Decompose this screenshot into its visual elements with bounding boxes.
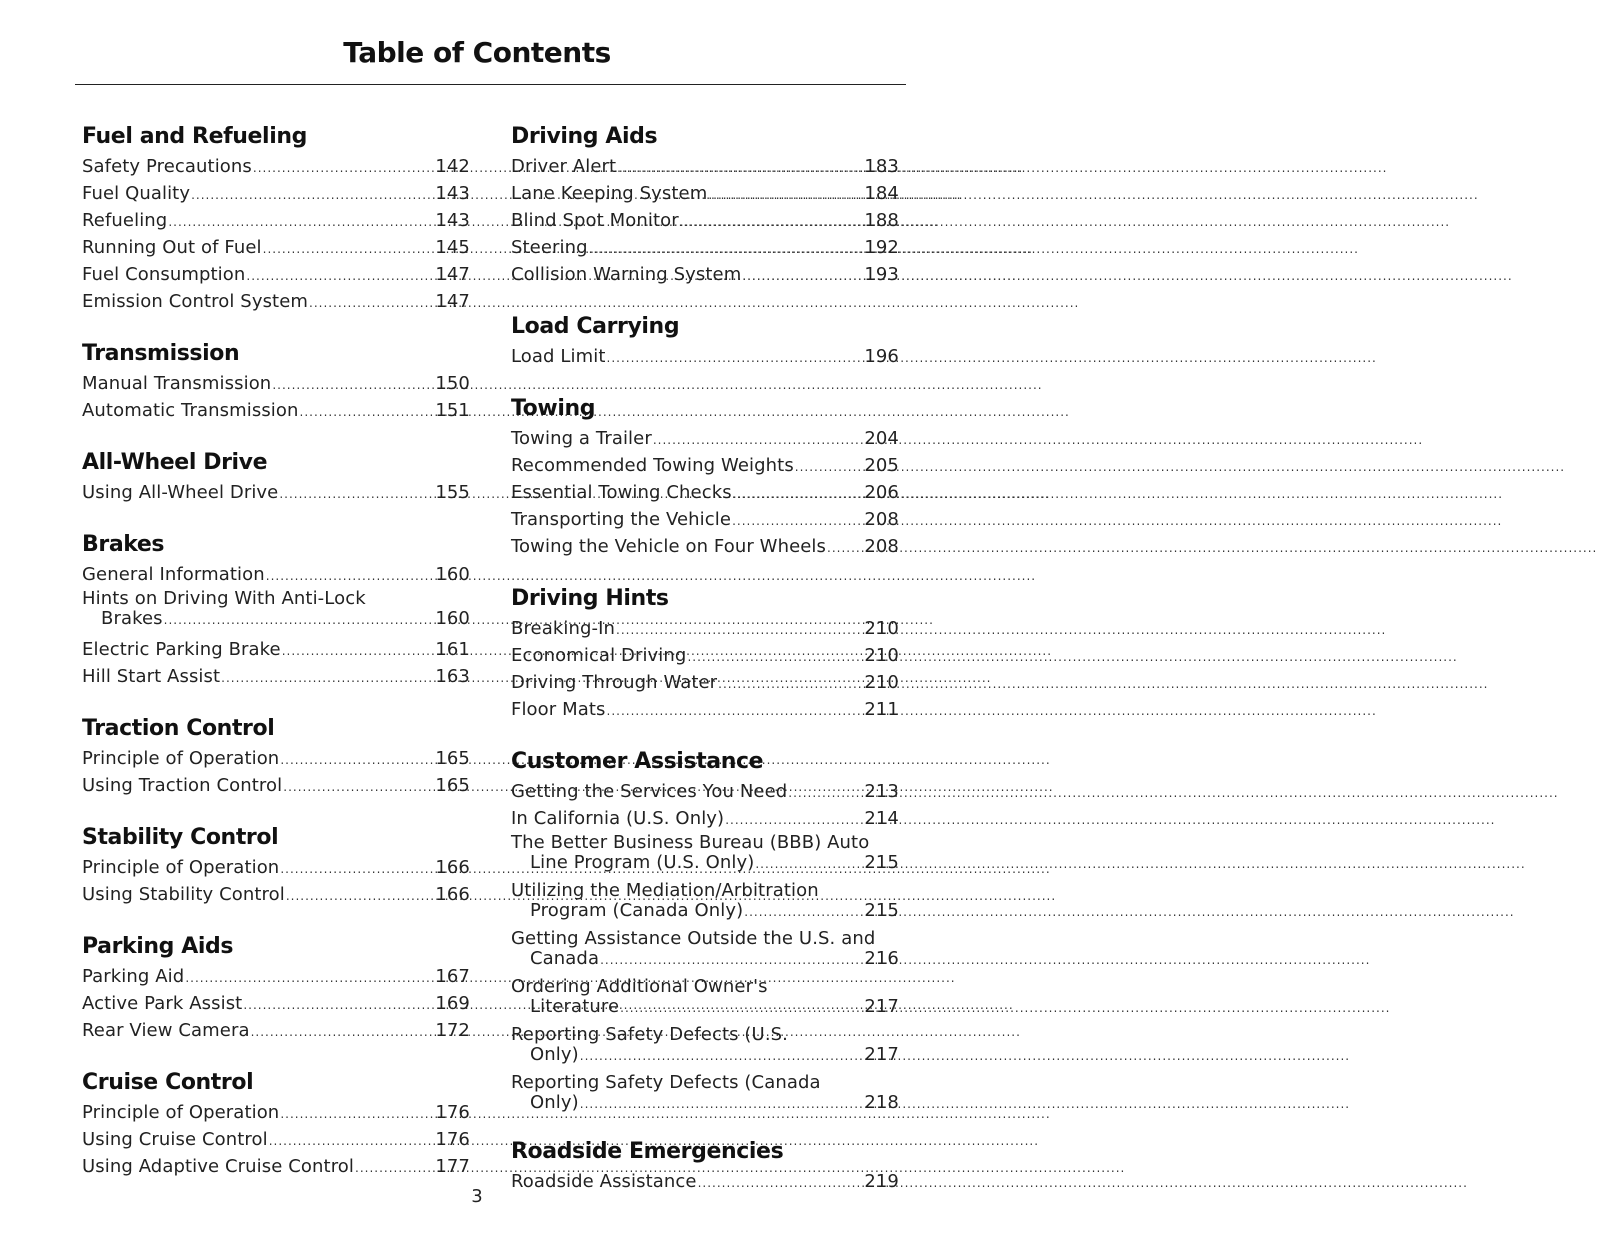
toc-entry-essential-towing-checks[interactable] <box>511 480 899 507</box>
toc-entry-breaking-in[interactable] <box>511 616 899 643</box>
entry-page-number: 145 <box>435 237 470 258</box>
dot-leader <box>243 992 434 1018</box>
dot-leader <box>616 617 863 643</box>
entry-page-number: 188 <box>864 210 899 231</box>
dot-leader <box>687 644 863 670</box>
entry-page-number: 165 <box>435 775 470 796</box>
entry-page-number: 160 <box>435 564 470 585</box>
toc-right-column <box>511 122 899 1219</box>
entry-page-number: 147 <box>435 264 470 285</box>
page-number: 3 <box>471 1186 483 1207</box>
page-title: Table of Contents <box>343 36 611 69</box>
entry-label: Using Adaptive Cruise Control <box>82 1156 355 1177</box>
entry-label: Towing the Vehicle on Four Wheels <box>511 536 827 557</box>
toc-entry-emission-control-system[interactable] <box>82 289 470 316</box>
entry-page-number: 205 <box>864 455 899 476</box>
entry-label: Blind Spot Monitor <box>511 210 679 231</box>
entry-page-number: 172 <box>435 1020 470 1041</box>
entry-page-number: 163 <box>435 666 470 687</box>
entry-page-number: 217 <box>864 996 899 1017</box>
entry-page-number: 167 <box>435 966 470 987</box>
entry-label: Load Limit <box>511 346 606 367</box>
toc-entry-getting-the-services-you-need[interactable] <box>511 779 899 806</box>
dot-leader <box>300 399 435 425</box>
toc-entry-hill-start-assist[interactable] <box>82 664 470 691</box>
entry-page-number: 169 <box>435 993 470 1014</box>
toc-entry-general-information[interactable] <box>82 562 470 589</box>
entry-label-continued: Only) <box>530 1092 579 1113</box>
entry-label: Active Park Assist <box>82 993 243 1014</box>
entry-label: Roadside Assistance <box>511 1171 697 1192</box>
toc-section-driving-hints <box>511 584 899 724</box>
dot-leader <box>607 698 864 724</box>
entry-page-number: 216 <box>864 948 899 969</box>
dot-leader <box>269 1128 435 1154</box>
dot-leader <box>795 454 864 480</box>
entry-label: Breaking-In <box>511 618 616 639</box>
dot-leader <box>309 290 434 316</box>
toc-entry-principle-of-operation[interactable] <box>82 746 470 773</box>
dot-leader <box>282 638 435 664</box>
dot-leader <box>600 950 863 970</box>
entry-page-number: 206 <box>864 482 899 503</box>
entry-label-continued: Literature <box>530 996 620 1017</box>
entry-page-number: 142 <box>435 156 470 177</box>
toc-entry-fuel-consumption[interactable] <box>82 262 470 289</box>
toc-entry-electric-parking-brake[interactable] <box>82 637 470 664</box>
entry-label: Getting the Services You Need <box>511 781 788 802</box>
toc-entry-hints-on-driving-with-anti-lock-brakes[interactable] <box>82 589 470 630</box>
entry-continuation <box>511 853 899 874</box>
toc-entry-transporting-the-vehicle[interactable] <box>511 507 899 534</box>
section-title: Customer Assistance <box>511 749 764 774</box>
entry-label: Driving Through Water <box>511 672 718 693</box>
entry-page-number: 177 <box>435 1156 470 1177</box>
toc-entry-in-california-u-s-only[interactable] <box>511 806 899 833</box>
entry-page-number: 161 <box>435 639 470 660</box>
toc-entry-steering[interactable] <box>511 235 899 262</box>
toc-section-all-wheel-drive <box>82 448 470 507</box>
section-title: Parking Aids <box>82 934 234 959</box>
toc-entry-parking-aid[interactable] <box>82 964 470 991</box>
entry-page-number: 193 <box>864 264 899 285</box>
entry-label: Steering <box>511 237 588 258</box>
toc-entry-load-limit[interactable] <box>511 344 899 371</box>
toc-entry-reporting-safety-defects-canada-only[interactable] <box>511 1073 899 1114</box>
entry-page-number: 176 <box>435 1102 470 1123</box>
entry-page-number: 204 <box>864 428 899 449</box>
entry-page-number: 208 <box>864 536 899 557</box>
toc-entry-fuel-quality[interactable] <box>82 181 470 208</box>
entry-label: Reporting Safety Defects (Canada <box>511 1072 821 1093</box>
entry-label: Collision Warning System <box>511 264 742 285</box>
entry-label: Rear View Camera <box>82 1020 250 1041</box>
entry-page-number: 150 <box>435 373 470 394</box>
dot-leader <box>580 1094 864 1114</box>
toc-entry-towing-a-trailer[interactable] <box>511 426 899 453</box>
toc-entry-using-adaptive-cruise-control[interactable] <box>82 1154 470 1181</box>
entry-label: Ordering Additional Owner's <box>511 976 768 997</box>
dot-leader <box>788 780 863 806</box>
toc-entry-manual-transmission[interactable] <box>82 371 470 398</box>
entry-label-continued: Canada <box>530 948 600 969</box>
entry-continuation <box>511 1045 899 1066</box>
entry-label: Recommended Towing Weights <box>511 455 794 476</box>
entry-label: Driver Alert <box>511 156 617 177</box>
entry-continuation <box>511 997 899 1018</box>
toc-section-stability-control <box>82 823 470 909</box>
entry-page-number: 143 <box>435 210 470 231</box>
dot-leader <box>827 535 863 561</box>
entry-label: Fuel Consumption <box>82 264 246 285</box>
entry-label: Emission Control System <box>82 291 309 312</box>
entry-label: General Information <box>82 564 265 585</box>
entry-label: Principle of Operation <box>82 1102 280 1123</box>
entry-page-number: 143 <box>435 183 470 204</box>
entry-label: In California (U.S. Only) <box>511 808 725 829</box>
section-title: Traction Control <box>82 716 275 741</box>
toc-section-driving-aids <box>511 122 899 289</box>
section-title: Transmission <box>82 341 240 366</box>
toc-entry-economical-driving[interactable] <box>511 643 899 670</box>
toc-section-cruise-control <box>82 1068 470 1181</box>
section-title: Driving Aids <box>511 124 658 149</box>
toc-entry-lane-keeping-system[interactable] <box>511 181 899 208</box>
title-divider <box>75 84 906 85</box>
toc-entry-towing-the-vehicle-on-four-wheels[interactable] <box>511 534 899 561</box>
entry-page-number: 211 <box>864 699 899 720</box>
dot-leader <box>607 345 864 371</box>
entry-label: Hill Start Assist <box>82 666 221 687</box>
toc-section-customer-assistance <box>511 747 899 1114</box>
entry-continuation <box>82 609 470 630</box>
entry-label-continued: Brakes <box>101 608 163 629</box>
entry-label: Floor Mats <box>511 699 606 720</box>
dot-leader <box>718 671 863 697</box>
entry-page-number: 213 <box>864 781 899 802</box>
entry-page-number: 208 <box>864 509 899 530</box>
dot-leader <box>263 236 435 262</box>
entry-page-number: 192 <box>864 237 899 258</box>
entry-page-number: 176 <box>435 1129 470 1150</box>
entry-label: Principle of Operation <box>82 857 280 878</box>
entry-label: Automatic Transmission <box>82 400 299 421</box>
dot-leader <box>280 747 434 773</box>
entry-label-continued: Line Program (U.S. Only) <box>530 852 755 873</box>
dot-leader <box>355 1155 434 1181</box>
entry-label: Using Stability Control <box>82 884 285 905</box>
entry-label: Lane Keeping System <box>511 183 708 204</box>
toc-entry-principle-of-operation[interactable] <box>82 855 470 882</box>
entry-page-number: 166 <box>435 884 470 905</box>
entry-label: Refueling <box>82 210 168 231</box>
dot-leader <box>755 854 863 874</box>
dot-leader <box>589 236 864 262</box>
toc-entry-driving-through-water[interactable] <box>511 670 899 697</box>
section-title: Towing <box>511 396 596 421</box>
entry-label: Principle of Operation <box>82 748 280 769</box>
toc-entry-floor-mats[interactable] <box>511 697 899 724</box>
entry-page-number: 160 <box>435 608 470 629</box>
dot-leader <box>246 263 434 289</box>
entry-page-number: 155 <box>435 482 470 503</box>
toc-section-towing <box>511 394 899 561</box>
section-title: Load Carrying <box>511 314 680 339</box>
entry-label: Using All-Wheel Drive <box>82 482 279 503</box>
entry-page-number: 151 <box>435 400 470 421</box>
dot-leader <box>744 902 863 922</box>
dot-leader <box>191 182 434 208</box>
toc-entry-blind-spot-monitor[interactable] <box>511 208 899 235</box>
dot-leader <box>286 883 434 909</box>
dot-leader <box>251 1019 435 1045</box>
entry-continuation <box>511 1093 899 1114</box>
entry-label: Using Cruise Control <box>82 1129 268 1150</box>
toc-entry-collision-warning-system[interactable] <box>511 262 899 289</box>
toc-entry-refueling[interactable] <box>82 208 470 235</box>
entry-label: Towing a Trailer <box>511 428 652 449</box>
toc-entry-getting-assistance-outside-the-u-s-and-canada[interactable] <box>511 929 899 970</box>
dot-leader <box>653 427 863 453</box>
entry-page-number: 210 <box>864 672 899 693</box>
section-title: Stability Control <box>82 825 279 850</box>
toc-entry-active-park-assist[interactable] <box>82 991 470 1018</box>
toc-entry-running-out-of-fuel[interactable] <box>82 235 470 262</box>
entry-label: Fuel Quality <box>82 183 191 204</box>
entry-label: Parking Aid <box>82 966 185 987</box>
toc-entry-driver-alert[interactable] <box>511 154 899 181</box>
toc-entry-using-cruise-control[interactable] <box>82 1127 470 1154</box>
dot-leader <box>742 263 863 289</box>
toc-entry-the-better-business-bureau-bbb-auto-line-program-u-s-only[interactable] <box>511 833 899 874</box>
toc-entry-reporting-safety-defects-u-s-only[interactable] <box>511 1025 899 1066</box>
dot-leader <box>617 155 863 181</box>
entry-label: Getting Assistance Outside the U.S. and <box>511 928 876 949</box>
entry-label-continued: Only) <box>530 1044 579 1065</box>
dot-leader <box>164 610 435 630</box>
entry-page-number: 210 <box>864 645 899 666</box>
section-title: Driving Hints <box>511 586 669 611</box>
entry-label: Using Traction Control <box>82 775 283 796</box>
dot-leader <box>580 1046 864 1066</box>
entry-page-number: 210 <box>864 618 899 639</box>
entry-label: Economical Driving <box>511 645 687 666</box>
entry-page-number: 219 <box>864 1171 899 1192</box>
dot-leader <box>168 209 434 235</box>
dot-leader <box>280 1101 434 1127</box>
dot-leader <box>283 774 434 800</box>
dot-leader <box>733 481 864 507</box>
entry-label: Running Out of Fuel <box>82 237 262 258</box>
toc-entry-automatic-transmission[interactable] <box>82 398 470 425</box>
dot-leader <box>280 856 434 882</box>
entry-label: The Better Business Bureau (BBB) Auto <box>511 832 870 853</box>
entry-label: Reporting Safety Defects (U.S. <box>511 1024 788 1045</box>
entry-page-number: 165 <box>435 748 470 769</box>
entry-page-number: 214 <box>864 808 899 829</box>
entry-page-number: 183 <box>864 156 899 177</box>
entry-label: Electric Parking Brake <box>82 639 281 660</box>
entry-page-number: 215 <box>864 900 899 921</box>
toc-section-brakes <box>82 530 470 691</box>
toc-entry-recommended-towing-weights[interactable] <box>511 453 899 480</box>
entry-label: Manual Transmission <box>82 373 272 394</box>
dot-leader <box>221 665 434 691</box>
entry-label: Transporting the Vehicle <box>511 509 732 530</box>
entry-continuation <box>511 949 899 970</box>
entry-page-number: 184 <box>864 183 899 204</box>
dot-leader <box>185 965 434 991</box>
dot-leader <box>272 372 434 398</box>
section-title: All-Wheel Drive <box>82 450 268 475</box>
entry-page-number: 218 <box>864 1092 899 1113</box>
dot-leader <box>732 508 863 534</box>
entry-continuation <box>511 901 899 922</box>
entry-page-number: 217 <box>864 1044 899 1065</box>
entry-label: Utilizing the Mediation/Arbitration <box>511 880 819 901</box>
toc-entry-safety-precautions[interactable] <box>82 154 470 181</box>
toc-section-fuel-and-refueling <box>82 122 470 316</box>
toc-section-traction-control <box>82 714 470 800</box>
entry-page-number: 147 <box>435 291 470 312</box>
dot-leader <box>266 563 435 589</box>
entry-page-number: 196 <box>864 346 899 367</box>
toc-entry-using-traction-control[interactable] <box>82 773 470 800</box>
dot-leader <box>680 209 864 235</box>
entry-label: Hints on Driving With Anti-Lock <box>82 588 366 609</box>
dot-leader <box>279 481 434 507</box>
entry-label: Safety Precautions <box>82 156 252 177</box>
section-title: Fuel and Refueling <box>82 124 307 149</box>
entry-page-number: 215 <box>864 852 899 873</box>
dot-leader <box>620 998 863 1018</box>
toc-entry-ordering-additional-owner-s-literature[interactable] <box>511 977 899 1018</box>
toc-section-load-carrying <box>511 312 899 371</box>
entry-label: Essential Towing Checks <box>511 482 732 503</box>
toc-entry-rear-view-camera[interactable] <box>82 1018 470 1045</box>
dot-leader <box>708 182 863 208</box>
toc-entry-using-all-wheel-drive[interactable] <box>82 480 470 507</box>
toc-section-transmission <box>82 339 470 425</box>
toc-entry-utilizing-the-mediation-arbitration-program-canada-only[interactable] <box>511 881 899 922</box>
section-title: Brakes <box>82 532 165 557</box>
toc-entry-principle-of-operation[interactable] <box>82 1100 470 1127</box>
toc-section-parking-aids <box>82 932 470 1045</box>
toc-entry-using-stability-control[interactable] <box>82 882 470 909</box>
entry-label-continued: Program (Canada Only) <box>530 900 744 921</box>
dot-leader <box>253 155 434 181</box>
entry-page-number: 166 <box>435 857 470 878</box>
toc-left-column <box>82 122 470 1204</box>
dot-leader <box>725 807 863 833</box>
section-title: Roadside Emergencies <box>511 1139 784 1164</box>
section-title: Cruise Control <box>82 1070 254 1095</box>
